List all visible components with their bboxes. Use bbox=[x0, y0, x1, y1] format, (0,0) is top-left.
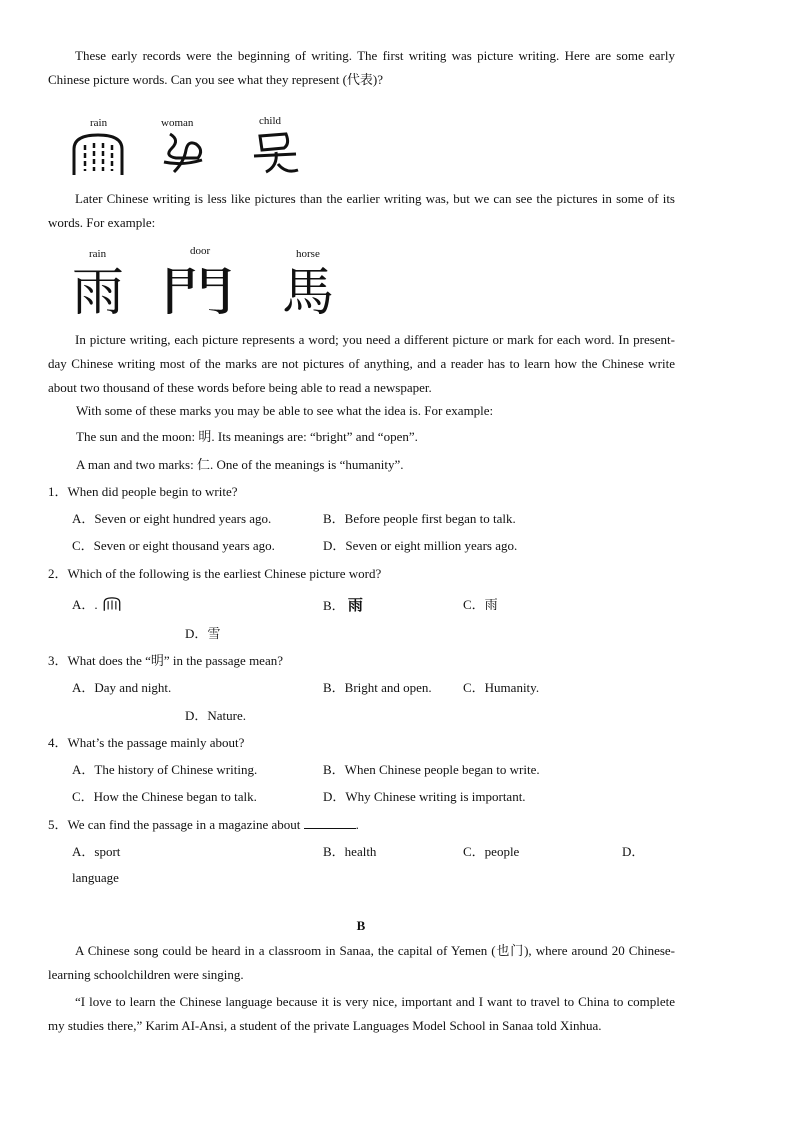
ancient-rain-glyph bbox=[70, 131, 126, 177]
fig1-label-woman: woman bbox=[161, 117, 194, 129]
question-5-option-d[interactable]: D． bbox=[622, 844, 645, 859]
question-5-option-b[interactable]: B．health bbox=[323, 844, 377, 859]
section-b-paragraph-1: A Chinese song could be heard in a classroom in Sanaa, the capital of Yemen (也门), where around 20 Chinese-learning schoolchildren were singing. bbox=[48, 943, 675, 982]
question-4-stem: 4．What’s the passage mainly about? bbox=[48, 735, 245, 750]
option-b-seal-rain-icon: 雨 bbox=[347, 596, 363, 614]
question-4-option-b[interactable]: B．When Chinese people began to write. bbox=[323, 762, 540, 777]
ancient-woman-glyph bbox=[158, 132, 208, 176]
fig1-label-child: child bbox=[259, 115, 281, 127]
seal-rain-character: 雨 bbox=[72, 263, 125, 323]
passage-a-paragraph-3: In picture writing, each picture represents a word; you need a different picture or mark for each word. In present-day Chinese writing most of the marks are not pictures of anything, and a reader has to learn how the Chinese write about two thousand of these words before being able to read a newspaper. bbox=[48, 332, 675, 395]
question-1-option-b[interactable]: B．Before people first began to talk. bbox=[323, 511, 516, 526]
question-4-option-c[interactable]: C．How the Chinese began to talk. bbox=[72, 789, 257, 804]
passage-a-paragraph-1: These early records were the beginning of writing. The first writing was picture writing. Here are some early Chinese picture words. Can you see what they represent (代表)? bbox=[48, 48, 675, 87]
section-b-paragraph-2: “I love to learn the Chinese language because it is very nice, important and I want to travel to China to complete my studies there,” Karim AI-Ansi, a student of the private Languages Model School in Sanaa told Xinhua. bbox=[48, 994, 675, 1033]
question-2-stem: 2．Which of the following is the earliest Chinese picture word? bbox=[48, 566, 382, 581]
section-b-heading: B bbox=[356, 918, 366, 933]
fig2-label-horse: horse bbox=[296, 248, 320, 260]
question-5-option-d-text[interactable]: language bbox=[72, 870, 119, 885]
question-1-option-d[interactable]: D．Seven or eight million years ago. bbox=[323, 538, 518, 553]
question-2-option-d[interactable]: D．雪 bbox=[185, 626, 221, 641]
question-5-stem bbox=[48, 816, 359, 834]
ancient-child-glyph bbox=[250, 130, 302, 176]
fig2-label-door: door bbox=[190, 245, 211, 257]
question-3-option-d[interactable]: D．Nature. bbox=[185, 708, 247, 723]
passage-a-paragraph-2: Later Chinese writing is less like pictures than the earlier writing was, but we can see the pictures in some of its words. For example: bbox=[48, 191, 675, 230]
option-a-ancient-rain-icon bbox=[103, 596, 121, 612]
question-3-option-b[interactable]: B．Bright and open. bbox=[323, 680, 432, 695]
question-5-stem-text: 5．We can find the passage in a magazine about bbox=[48, 817, 304, 832]
passage-a-paragraph-5: The sun and the moon: 明. Its meanings are: “bright” and “open”. bbox=[76, 429, 418, 444]
question-1-option-c[interactable]: C．Seven or eight thousand years ago. bbox=[72, 538, 275, 553]
question-2-option-b[interactable] bbox=[323, 596, 363, 615]
question-3-stem: 3．What does the “明” in the passage mean? bbox=[48, 653, 283, 668]
answer-blank bbox=[304, 816, 356, 829]
question-5-stem-end: . bbox=[355, 817, 359, 832]
question-1-stem: 1．When did people begin to write? bbox=[48, 484, 238, 499]
passage-a-paragraph-6: A man and two marks: 仁. One of the meanings is “humanity”. bbox=[76, 457, 404, 472]
fig1-label-rain: rain bbox=[90, 117, 108, 129]
seal-door-character: 門 bbox=[160, 263, 233, 323]
question-4-option-a[interactable]: A．The history of Chinese writing. bbox=[72, 762, 258, 777]
question-1-option-a[interactable]: A．Seven or eight hundred years ago. bbox=[72, 511, 272, 526]
question-5-option-c[interactable]: C．people bbox=[463, 844, 520, 859]
fig2-label-rain: rain bbox=[89, 248, 107, 260]
question-2-option-b-label: B． bbox=[323, 598, 345, 613]
question-3-option-c[interactable]: C．Humanity. bbox=[463, 680, 540, 695]
question-3-option-a[interactable]: A．Day and night. bbox=[72, 680, 172, 695]
question-5-option-a[interactable]: A．sport bbox=[72, 844, 121, 859]
seal-horse-character: 馬 bbox=[282, 263, 335, 323]
question-2-option-a[interactable] bbox=[72, 596, 121, 614]
question-4-option-d[interactable]: D．Why Chinese writing is important. bbox=[323, 789, 526, 804]
question-2-option-c[interactable]: C．雨 bbox=[463, 597, 498, 612]
question-2-option-a-label: A．. bbox=[72, 597, 98, 612]
passage-a-paragraph-4: With some of these marks you may be able to see what the idea is. For example: bbox=[76, 403, 494, 418]
